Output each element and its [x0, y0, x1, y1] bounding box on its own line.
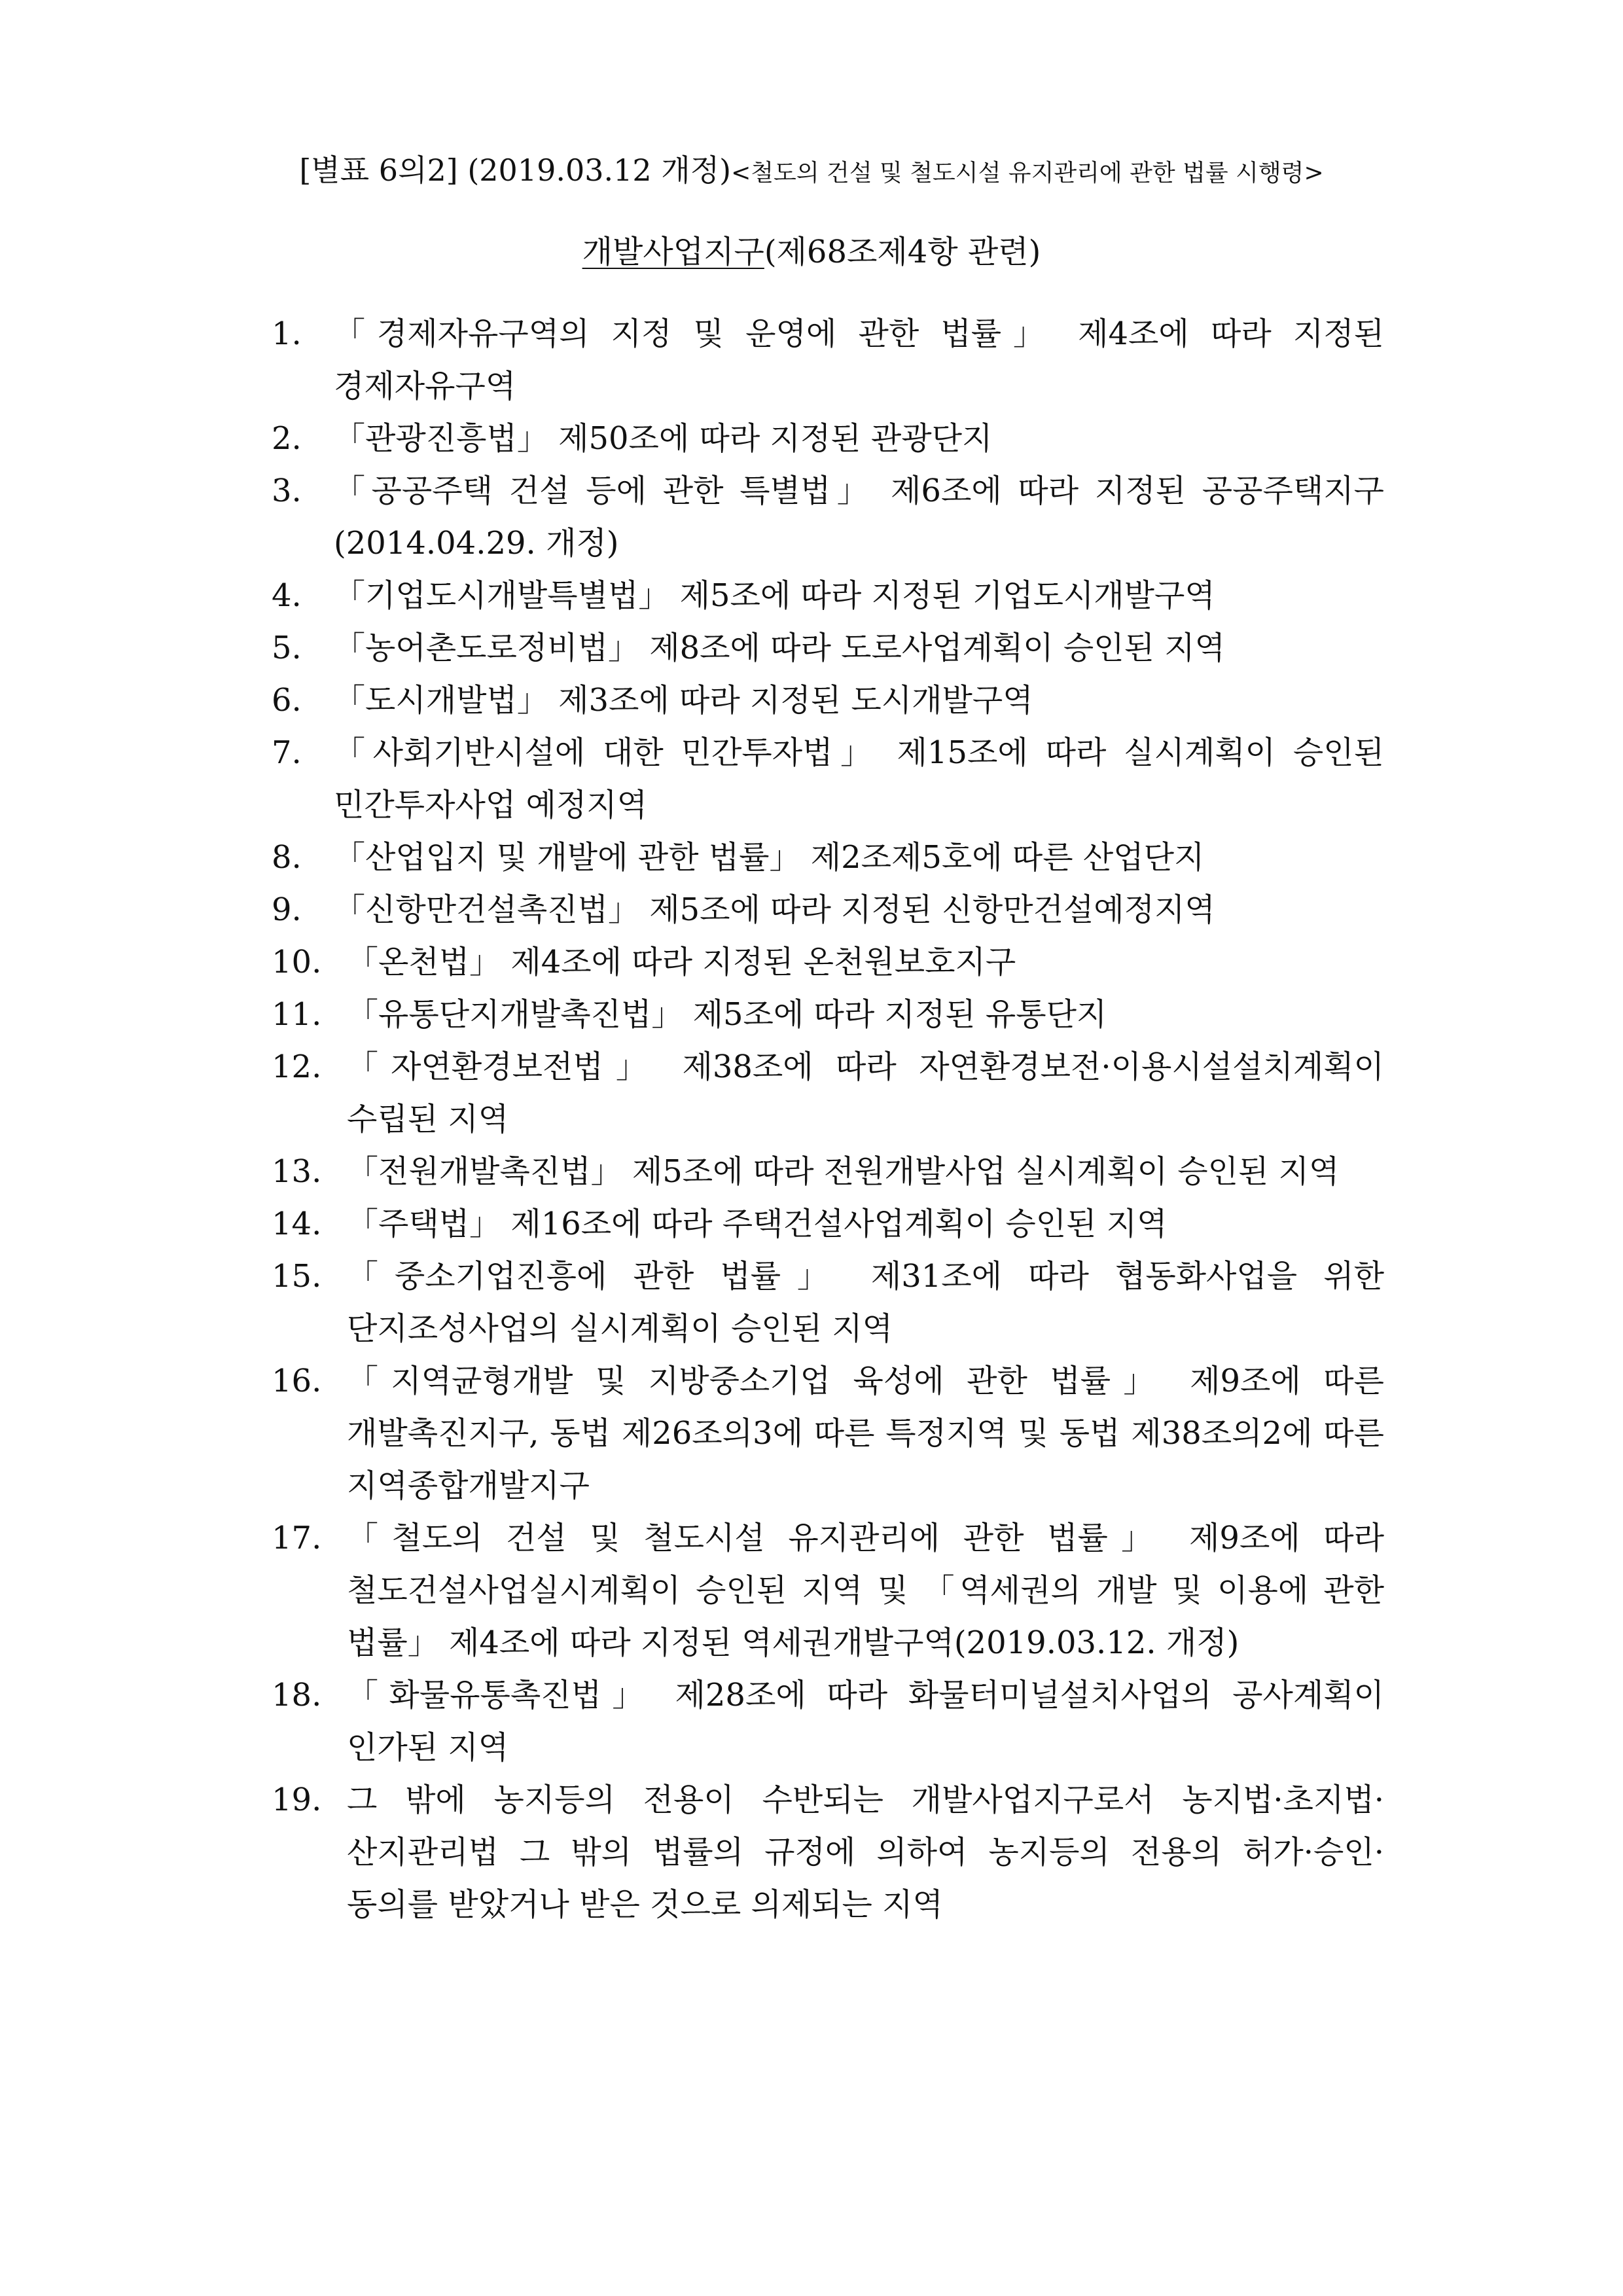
item-text: 「전원개발촉진법」 제5조에 따라 전원개발사업 실시계획이 승인된 지역 — [347, 1153, 1340, 1190]
item-number: 1. — [272, 315, 302, 352]
header-law-name: <철도의 건설 및 철도시설 유지관리에 관한 법률 시행령> — [731, 160, 1324, 187]
list-item — [272, 1774, 1384, 1931]
item-text: 「지역균형개발 및 지방중소기업 육성에 관한 법률」 제9조에 따른 개발촉진지구, 동법 제26조의3에 따른 특정지역 및 동법 제38조의2에 따른 지역종합개발지구 — [347, 1363, 1384, 1504]
item-number: 2. — [272, 420, 302, 457]
item-text: 「신항만건설촉진법」 제5조에 따라 지정된 신항만건설예정지역 — [334, 891, 1215, 928]
list-item — [272, 465, 1384, 569]
item-number: 15. — [272, 1258, 322, 1295]
header-prefix: [별표 6의2] (2019.03.12 개정) — [299, 152, 732, 188]
item-number: 5. — [272, 630, 302, 666]
list-item — [272, 412, 1384, 465]
list-item — [272, 884, 1384, 936]
list-item — [272, 1512, 1384, 1669]
list-item — [272, 831, 1384, 884]
item-number: 12. — [272, 1049, 322, 1085]
item-text: 「자연환경보전법」 제38조에 따라 자연환경보전·이용시설설치계획이 수립된 지역 — [347, 1049, 1384, 1138]
item-number: 17. — [272, 1520, 322, 1556]
item-number: 9. — [272, 891, 302, 928]
item-number: 4. — [272, 577, 302, 614]
district-list — [272, 308, 1384, 1931]
item-text: 「산업입지 및 개발에 관한 법률」 제2조제5호에 따른 산업단지 — [334, 839, 1205, 876]
item-number: 10. — [272, 944, 322, 980]
item-text: 「농어촌도로정비법」 제8조에 따라 도로사업계획이 승인된 지역 — [334, 630, 1226, 666]
item-text: 「중소기업진흥에 관한 법률」 제31조에 따라 협동화사업을 위한 단지조성사업의 실시계획이 승인된 지역 — [347, 1258, 1384, 1347]
item-number: 3. — [272, 473, 302, 509]
title-reference: (제68조제4항 관련) — [764, 234, 1041, 270]
list-item — [272, 569, 1384, 622]
list-item — [272, 1041, 1384, 1145]
item-number: 13. — [272, 1153, 322, 1190]
title-underlined: 개발사업지구 — [582, 234, 764, 270]
item-number: 18. — [272, 1677, 322, 1713]
item-number: 14. — [272, 1206, 322, 1242]
item-text: 「경제자유구역의 지정 및 운영에 관한 법률」 제4조에 따라 지정된 경제자유구역 — [334, 315, 1384, 404]
item-number: 11. — [272, 996, 322, 1033]
list-item — [272, 1198, 1384, 1250]
list-item — [272, 308, 1384, 412]
item-text: 그 밖에 농지등의 전용이 수반되는 개발사업지구로서 농지법·초지법·산지관리법 그 밖의 법률의 규정에 의하여 농지등의 전용의 허가·승인·동의를 받았거나 받은 것으로 의제되는 지역 — [347, 1782, 1384, 1923]
list-item — [272, 1355, 1384, 1512]
item-text: 「화물유통촉진법」 제28조에 따라 화물터미널설치사업의 공사계획이 인가된 지역 — [347, 1677, 1384, 1766]
list-item — [272, 1145, 1384, 1198]
list-item — [272, 622, 1384, 674]
item-text: 「유통단지개발촉진법」 제5조에 따라 지정된 유통단지 — [347, 996, 1107, 1033]
item-text: 「공공주택 건설 등에 관한 특별법」 제6조에 따라 지정된 공공주택지구(2014.04.29. 개정) — [334, 473, 1384, 562]
document-title — [0, 230, 1623, 274]
item-number: 6. — [272, 682, 302, 719]
item-text: 「도시개발법」 제3조에 따라 지정된 도시개발구역 — [334, 682, 1033, 719]
item-text: 「관광진흥법」 제50조에 따라 지정된 관광단지 — [334, 420, 993, 457]
list-item — [272, 674, 1384, 726]
item-number: 7. — [272, 734, 302, 771]
document-header — [0, 149, 1623, 194]
list-item — [272, 988, 1384, 1041]
item-text: 「기업도시개발특별법」 제5조에 따라 지정된 기업도시개발구역 — [334, 577, 1215, 614]
item-text: 「사회기반시설에 대한 민간투자법」 제15조에 따라 실시계획이 승인된 민간투자사업 예정지역 — [334, 734, 1384, 823]
item-number: 19. — [272, 1782, 322, 1818]
list-item — [272, 1669, 1384, 1774]
item-text: 「철도의 건설 및 철도시설 유지관리에 관한 법률」 제9조에 따라 철도건설사업실시계획이 승인된 지역 및 「역세권의 개발 및 이용에 관한 법률」 제4조에 따라 지정된 역세권개발구역(2019.03.12. 개정) — [347, 1520, 1384, 1661]
item-number: 8. — [272, 839, 302, 876]
list-item — [272, 726, 1384, 831]
item-number: 16. — [272, 1363, 322, 1399]
item-text: 「온천법」 제4조에 따라 지정된 온천원보호지구 — [347, 944, 1016, 980]
item-text: 「주택법」 제16조에 따라 주택건설사업계획이 승인된 지역 — [347, 1206, 1168, 1242]
list-item — [272, 1250, 1384, 1355]
list-item — [272, 936, 1384, 988]
